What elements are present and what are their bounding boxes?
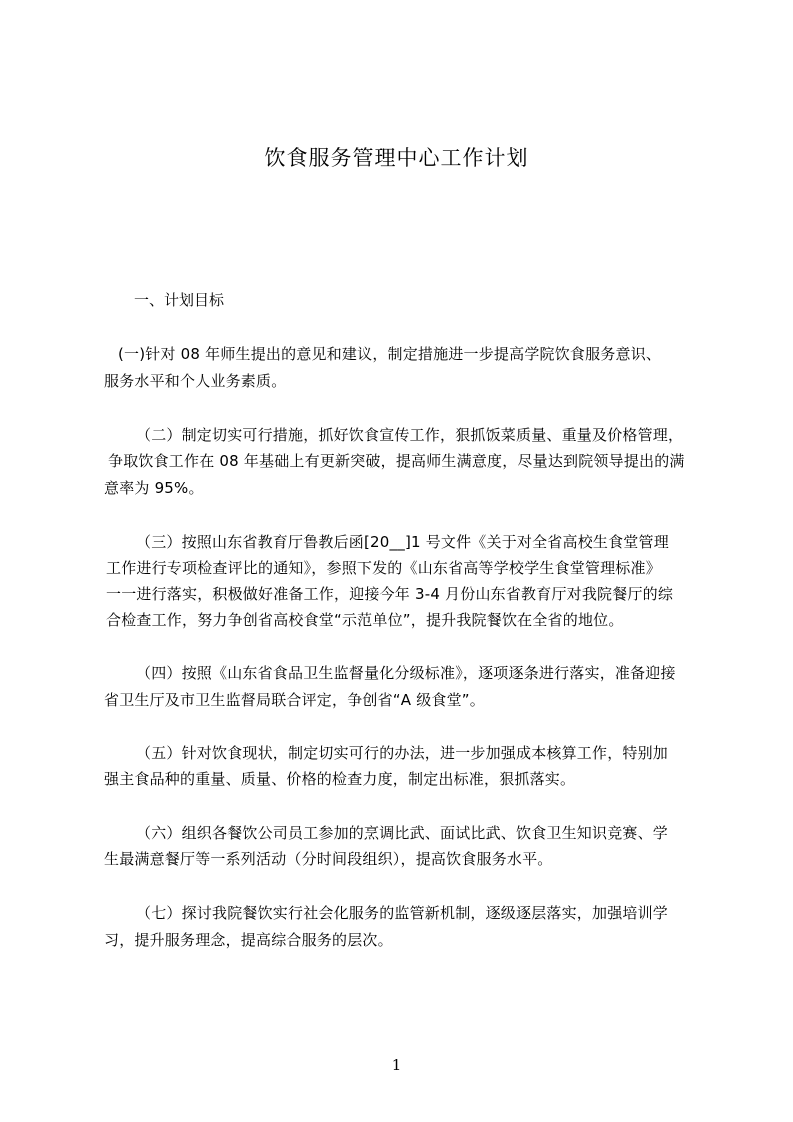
paragraph-line: 合检查工作，努力争创省高校食堂“示范单位”，提升我院餐饮在全省的地位。 — [106, 611, 624, 629]
section-heading: 一、计划目标 — [134, 291, 225, 309]
paragraph-line: （六）组织各餐饮公司员工参加的烹调比武、面试比武、饮食卫生知识竞赛、学 — [136, 824, 669, 842]
paragraph-line: 工作进行专项检查评比的通知》，参照下发的《山东省高等学校学生食堂管理标准》 — [106, 559, 661, 577]
paragraph-line: 生最满意餐厅等一系列活动（分时间段组织），提高饮食服务水平。 — [104, 850, 553, 868]
paragraph-line: 强主食品种的重量、质量、价格的检查力度，制定出标准，狠抓落实。 — [104, 770, 576, 788]
page-title: 饮食服务管理中心工作计划 — [264, 146, 529, 170]
paragraph-line: 争取饮食工作在 08 年基础上有更新突破，提高师生满意度，尽量达到院领导提出的满 — [108, 452, 685, 470]
paragraph-line: 一一进行落实，积极做好准备工作，迎接今年 3-4 月份山东省教育厅对我院餐厅的综 — [106, 585, 674, 603]
page-number: 1 — [391, 1056, 402, 1074]
paragraph-line: （三）按照山东省教育厅鲁教后函[20__]1 号文件《关于对全省高校生食堂管理 — [136, 533, 669, 551]
paragraph-line: （七）探讨我院餐饮实行社会化服务的监管新机制，逐级逐层落实，加强培训学 — [136, 904, 669, 922]
paragraph-line: 省卫生厅及市卫生监督局联合评定，争创省“A 级食堂”。 — [104, 691, 485, 709]
paragraph-line: (一)针对 08 年师生提出的意见和建议，制定措施进一步提高学院饮食服务意识、 — [118, 345, 662, 363]
paragraph-line: （二）制定切实可行措施，抓好饮食宣传工作，狠抓饭菜质量、重量及价格管理， — [136, 426, 684, 444]
paragraph-line: （五）针对饮食现状，制定切实可行的办法，进一步加强成本核算工作，特别加 — [136, 744, 669, 762]
paragraph-line: 意率为 95%。 — [104, 479, 204, 497]
paragraph-line: 习，提升服务理念，提高综合服务的层次。 — [104, 931, 393, 949]
paragraph-line: 服务水平和个人业务素质。 — [104, 372, 287, 390]
paragraph-line: （四）按照《山东省食品卫生监督量化分级标准》，逐项逐条进行落实，准备迎接 — [136, 664, 676, 682]
